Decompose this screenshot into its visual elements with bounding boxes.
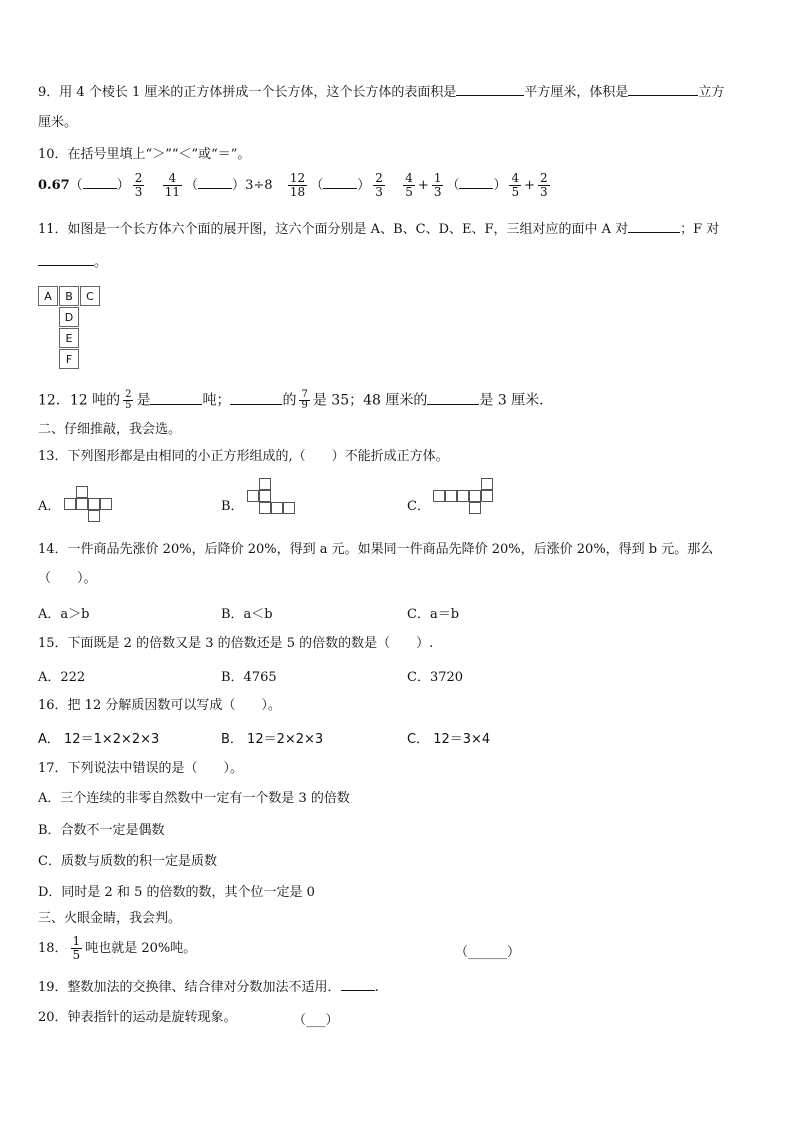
q14-prompt <box>38 541 713 559</box>
q19-number: 19． <box>38 980 68 995</box>
q10-frac-2: $\frac{4}{11}$ <box>164 171 181 199</box>
q11-blank-a[interactable] <box>628 219 680 233</box>
q18-line <box>38 935 196 963</box>
q14-option-b[interactable]: B．a＜b <box>221 607 273 622</box>
q18-frac: $\frac{1}{5}$ <box>72 934 81 962</box>
q19-blank[interactable] <box>341 977 375 991</box>
q12-blank-3[interactable] <box>427 391 479 405</box>
q12-frac-1: $\frac{2}{5}$ <box>125 389 132 411</box>
q13-option-c-label: C． <box>407 499 430 514</box>
q15-option-a[interactable]: A．222 <box>38 670 86 685</box>
q17-option-a[interactable]: A．三个连续的非零自然数中一定有一个数是 3 的倍数 <box>38 791 350 806</box>
q14-prompt-2: （ ）。 <box>38 571 97 586</box>
net-face-e: E <box>59 328 79 348</box>
q10-text: 在括号里填上“＞”“＜”或“＝”。 <box>67 147 251 162</box>
q11-line1 <box>38 219 719 239</box>
q15-prompt <box>38 635 433 653</box>
q12-number: 12． <box>38 392 70 409</box>
q16-prompt <box>38 697 281 715</box>
q12-text-c: 吨； <box>202 392 231 409</box>
q10-div: 3÷8 <box>245 178 273 193</box>
net-face-b: B <box>59 286 79 306</box>
q20-text: 钟表指针的运动是旋转现象。 <box>67 1010 237 1025</box>
q11-text-a: 如图是一个长方体六个面的展开图，这六个面分别是 A、B、C、D、E、F，三组对应的面中 A 对 <box>67 222 629 237</box>
q9-blank-volume[interactable] <box>628 82 698 96</box>
q10-frac-6: $\frac{1}{3}$ <box>433 171 442 199</box>
q12-line <box>38 390 544 411</box>
q9-text-b: 平方厘米，体积是 <box>524 85 629 100</box>
q9-line2 <box>38 114 77 132</box>
q17-number: 17． <box>38 761 68 776</box>
q11-text-c: 。 <box>94 255 108 270</box>
q12-blank-2[interactable] <box>230 391 282 405</box>
q19-line <box>38 977 379 997</box>
q12-text-a: 12 吨的 <box>69 392 121 409</box>
q10-plus-2: + <box>524 178 536 193</box>
q10-row: 0.67（ ） $\frac{2}{3}$ $\frac{4}{11}$ （ ）3÷8 $\frac{12}{18}$ （ ） $\frac{2}{3}$ $\frac{4}{5}$ + $\frac{1}{3}$ （ ） $\frac{4}{5}$ + $\frac{2}{3}$ <box>38 171 548 199</box>
q13-option-b[interactable] <box>221 478 381 524</box>
q10-frac-3: $\frac{12}{18}$ <box>289 171 306 199</box>
q13-option-c[interactable] <box>407 478 567 524</box>
q9-text-a: 用 4 个棱长 1 厘米的正方体拼成一个长方体，这个长方体的表面积是 <box>59 85 457 100</box>
q13-prompt <box>38 448 449 466</box>
q18-answer-paren[interactable]: （______） <box>455 945 521 960</box>
q12-text-b: 是 <box>136 392 151 409</box>
q11-line2 <box>38 252 107 272</box>
q11-blank-f[interactable] <box>38 252 94 266</box>
q11-text-b: ；F 对 <box>680 222 720 237</box>
q10-frac-4: $\frac{2}{3}$ <box>375 171 383 199</box>
q12-blank-1[interactable] <box>150 391 202 405</box>
q18-number: 18． <box>38 941 68 956</box>
q17-option-b[interactable]: B．合数不一定是偶数 <box>38 823 165 838</box>
q10-blank-4[interactable] <box>459 175 493 189</box>
q12-text-f: 是 3 厘米. <box>479 392 544 409</box>
q16-text: 把 12 分解质因数可以写成（ ）。 <box>67 698 281 713</box>
q10-blank-2[interactable] <box>198 175 232 189</box>
q10-blank-1[interactable] <box>83 175 117 189</box>
q13-option-a-label: A． <box>38 499 61 514</box>
q20-answer-paren[interactable]: （___） <box>293 1013 339 1028</box>
q12-frac-2: $\frac{7}{9}$ <box>301 389 308 411</box>
q12-text-e: 是 35；48 厘米的 <box>312 392 428 409</box>
q10-prompt <box>38 146 250 164</box>
q9-line1 <box>38 82 724 102</box>
q15-number: 15． <box>38 636 68 651</box>
q11-number: 11． <box>38 222 68 237</box>
q13-number: 13． <box>38 449 68 464</box>
q18-text: 吨也就是 20%吨。 <box>85 941 197 956</box>
q15-option-c[interactable]: C．3720 <box>407 670 464 685</box>
q15-option-b[interactable]: B．4765 <box>221 670 277 685</box>
q14-option-a[interactable]: A．a＞b <box>38 607 90 622</box>
net-face-f: F <box>59 349 79 369</box>
q17-option-d[interactable]: D．同时是 2 和 5 的倍数的数，其个位一定是 0 <box>38 885 315 900</box>
q15-text: 下面既是 2 的倍数又是 3 的倍数还是 5 的倍数的数是（ ）. <box>67 636 434 651</box>
section-2-heading: 二、仔细推敲，我会选。 <box>38 422 182 437</box>
q20-line <box>38 1009 237 1027</box>
q10-blank-3[interactable] <box>323 175 357 189</box>
q9-text-c: 立方 <box>698 85 725 100</box>
net-face-c: C <box>80 286 100 306</box>
q19-end: . <box>374 980 379 995</box>
net-face-d: D <box>59 307 79 327</box>
q14-option-c[interactable]: C．a＝b <box>407 607 460 622</box>
q13-option-b-label: B． <box>221 499 244 514</box>
q19-text: 整数加法的交换律、结合律对分数加法不适用． <box>67 980 341 995</box>
q9-blank-area[interactable] <box>456 82 524 96</box>
q10-frac-5: $\frac{4}{5}$ <box>405 171 413 199</box>
q17-text: 下列说法中错误的是（ ）。 <box>67 761 244 776</box>
q10-v1: 0.67 <box>38 178 70 193</box>
q14-number: 14． <box>38 542 68 557</box>
q17-option-c[interactable]: C．质数与质数的积一定是质数 <box>38 854 217 869</box>
q16-option-a[interactable]: A． 12＝1×2×2×3 <box>38 732 160 747</box>
q10-number: 10． <box>38 147 68 162</box>
q10-frac-1: $\frac{2}{3}$ <box>134 171 143 199</box>
q10-frac-8: $\frac{2}{3}$ <box>540 171 548 199</box>
q17-prompt <box>38 760 243 778</box>
q10-plus-1: + <box>417 178 429 193</box>
q14-text: 一件商品先涨价 20%，后降价 20%，得到 a 元。如果同一件商品先降价 20%，后涨价 20%，得到 b 元。那么 <box>67 542 714 557</box>
q16-option-b[interactable]: B． 12＝2×2×3 <box>221 732 324 747</box>
q9-number: 9． <box>38 85 60 100</box>
q13-option-a[interactable] <box>38 486 198 526</box>
net-face-a: A <box>38 286 58 306</box>
q16-number: 16． <box>38 698 68 713</box>
q20-number: 20． <box>38 1010 68 1025</box>
q13-text: 下列图形都是由相同的小正方形组成的,（ ）不能折成正方体。 <box>67 449 449 464</box>
section-3-heading: 三、火眼金睛，我会判。 <box>38 911 182 926</box>
q12-text-d: 的 <box>282 392 297 409</box>
q10-frac-7: $\frac{4}{5}$ <box>511 171 520 199</box>
q9-text-d: 厘米。 <box>38 115 78 130</box>
q16-option-c[interactable]: C． 12＝3×4 <box>407 732 491 747</box>
